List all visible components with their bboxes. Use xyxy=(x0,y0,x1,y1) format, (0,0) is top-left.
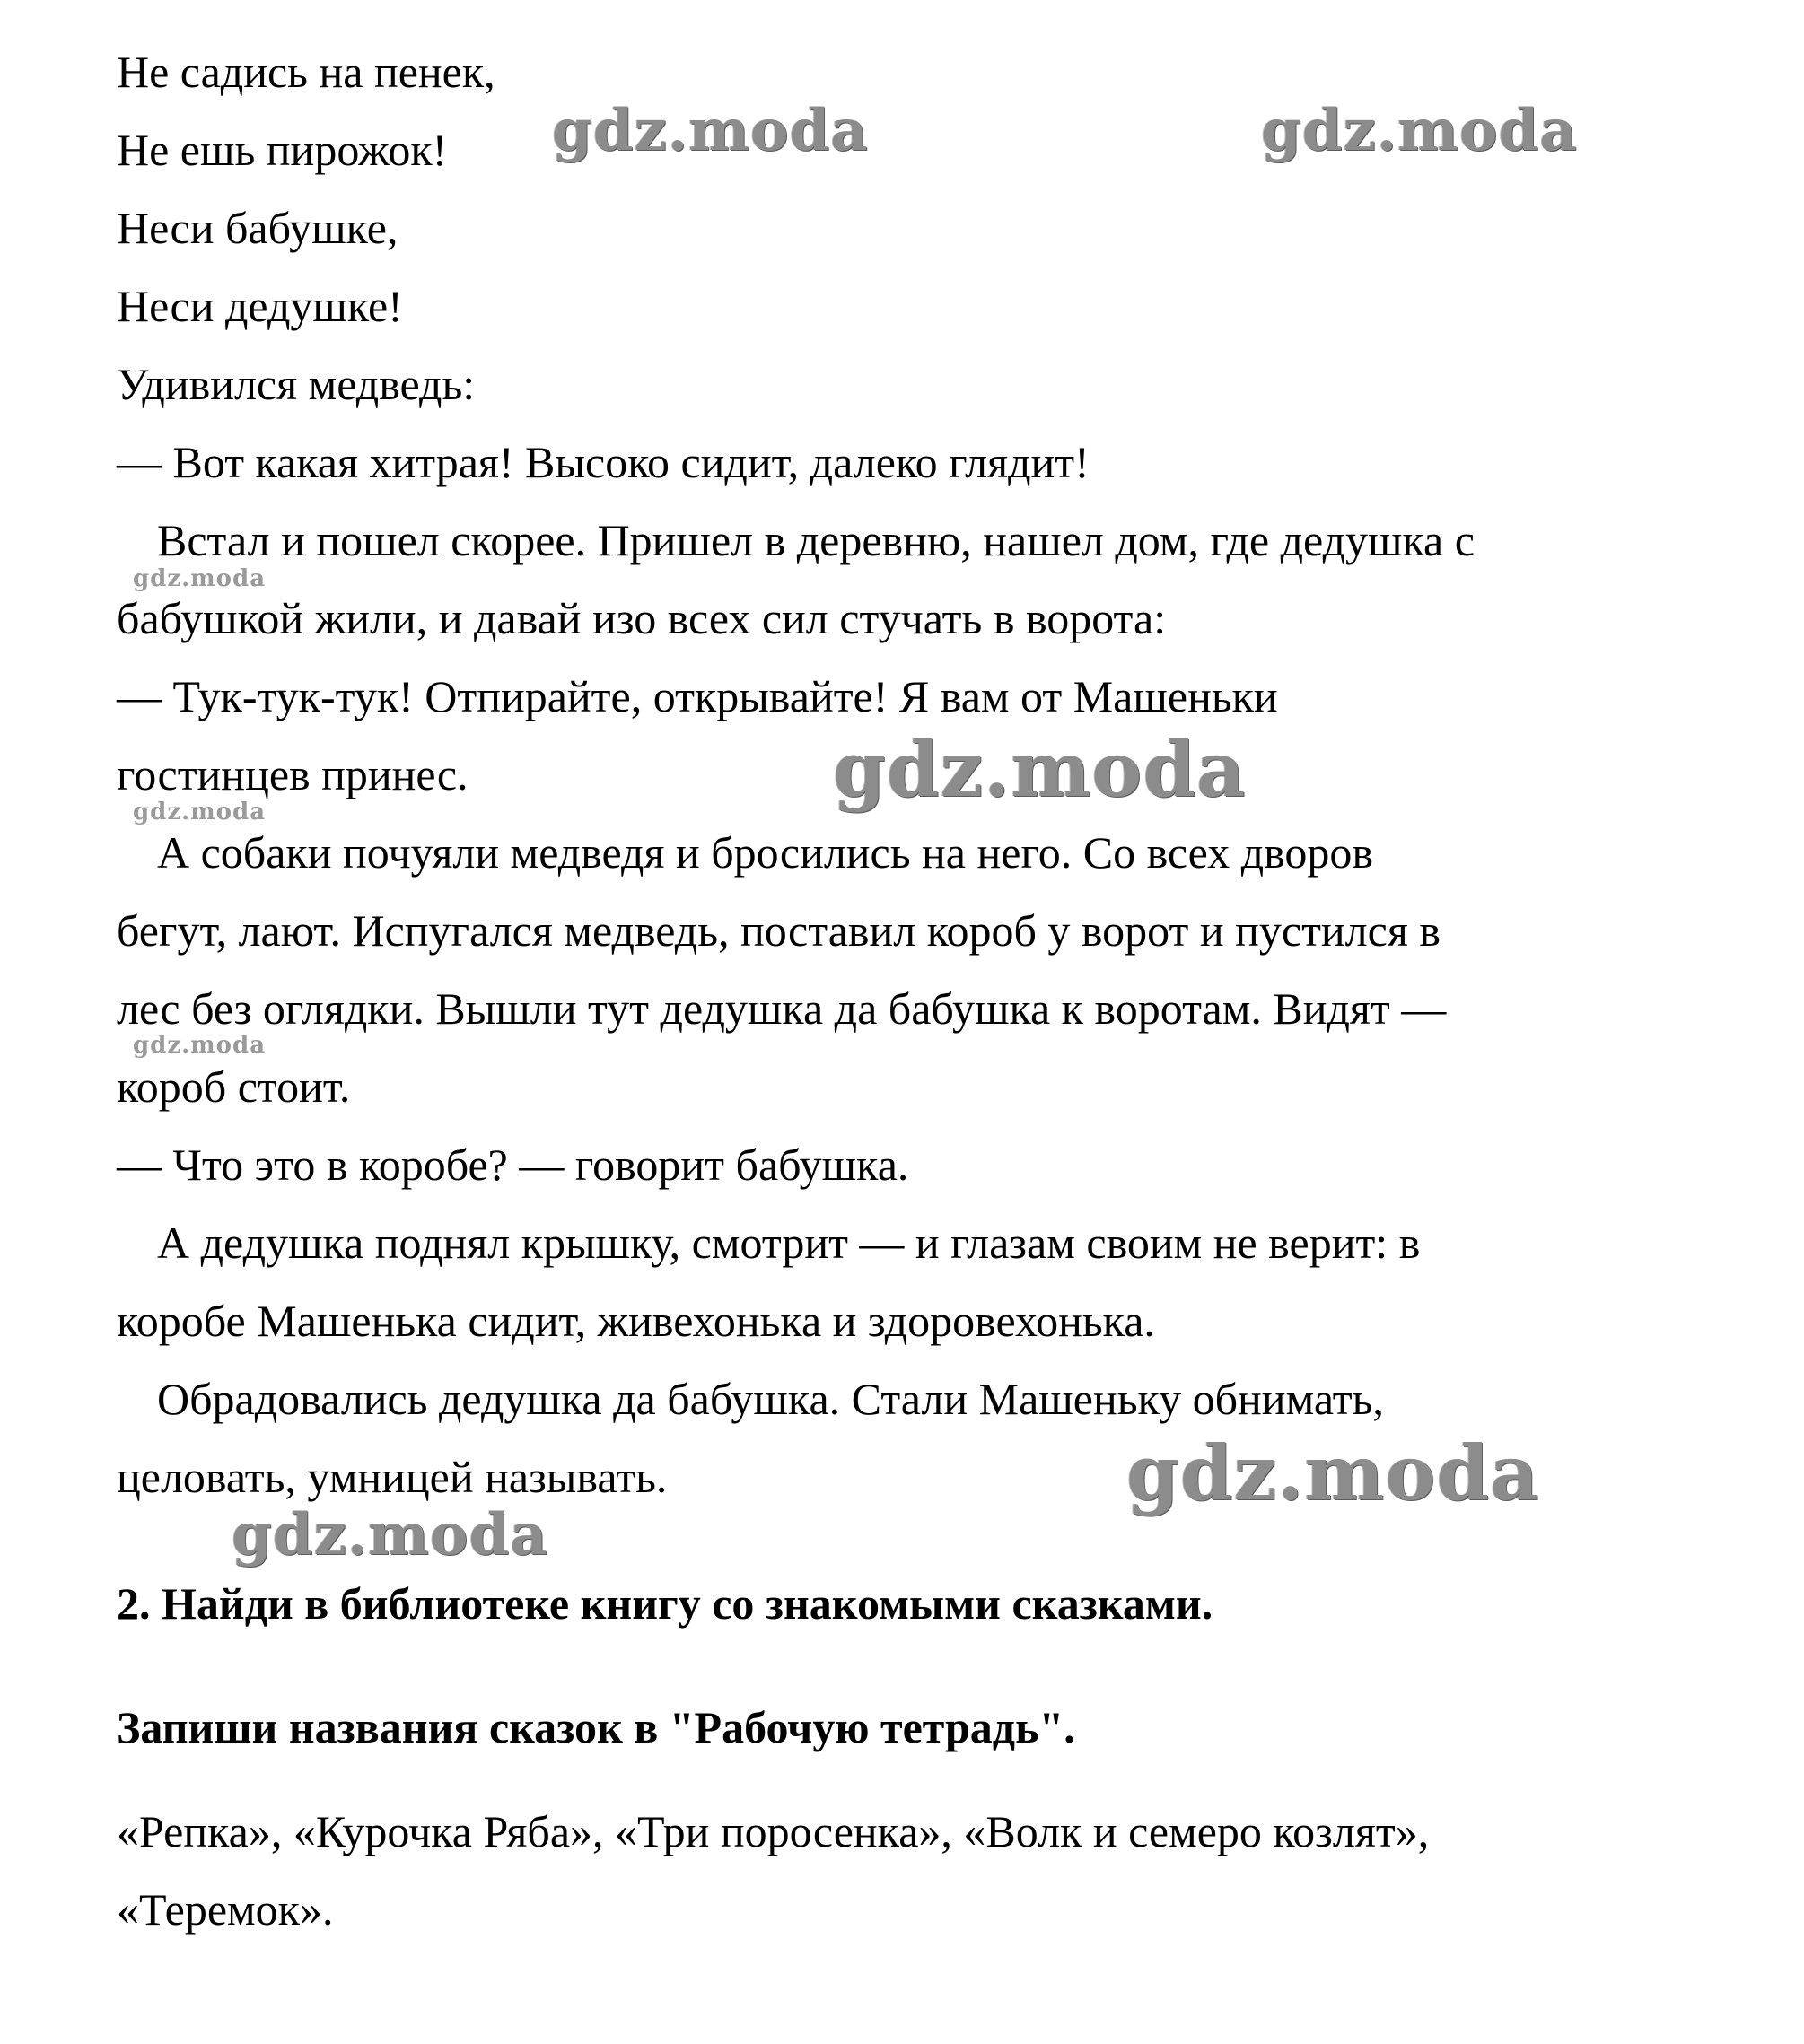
watermark: gdz.moda xyxy=(133,565,267,592)
story-line: Встал и пошел скорее. Пришел в деревню, нашел дом, где дедушка с xyxy=(157,515,1475,565)
story-line: Неси дедушке! xyxy=(117,281,403,331)
watermark: gdz.moda xyxy=(833,725,1247,814)
watermark: gdz.moda xyxy=(552,97,869,164)
watermark: gdz.moda xyxy=(133,1032,267,1059)
task-title: 2. Найди в библиотеке книгу со знакомыми сказками. xyxy=(117,1578,1213,1629)
story-line: бегут, лают. Испугался медведь, поставил короб у ворот и пустился в xyxy=(117,905,1441,956)
task-answer-line: «Репка», «Курочка Ряба», «Три поросенка», «Волк и семеро козлят», xyxy=(117,1806,1430,1856)
story-line: А дедушка поднял крышку, смотрит — и глазам своим не верит: в xyxy=(157,1218,1421,1268)
story-line: бабушкой жили, и давай изо всех сил стучать в ворота: xyxy=(117,593,1167,643)
watermark: gdz.moda xyxy=(232,1501,548,1568)
story-line: — Вот какая хитрая! Высоко сидит, далеко глядит! xyxy=(117,437,1090,487)
story-line: Обрадовались дедушка да бабушка. Стали Машеньку обнимать, xyxy=(157,1374,1384,1424)
task-answer-line: «Теремок». xyxy=(117,1884,334,1935)
watermark: gdz.moda xyxy=(1126,1428,1540,1517)
story-line: лес без оглядки. Вышли тут дедушка да бабушка к воротам. Видят — xyxy=(117,983,1447,1034)
watermark: gdz.moda xyxy=(133,799,267,825)
story-line: — Тук-тук-тук! Отпирайте, открывайте! Я вам от Машеньки xyxy=(117,671,1278,721)
story-line: Удивился медведь: xyxy=(117,359,476,409)
story-line: — Что это в коробе? — говорит бабушка. xyxy=(117,1140,909,1190)
story-line: Не садись на пенек, xyxy=(117,47,495,97)
story-line: Не ешь пирожок! xyxy=(117,125,448,175)
story-line: Неси бабушке, xyxy=(117,203,398,253)
story-line: А собаки почуяли медведя и бросились на него. Со всех дворов xyxy=(157,827,1374,878)
task-subtitle: Запиши названия сказок в "Рабочую тетрадь". xyxy=(117,1702,1075,1752)
story-line: гостинцев принес. xyxy=(117,749,469,799)
watermark: gdz.moda xyxy=(1261,97,1578,164)
story-line: целовать, умницей называть. xyxy=(117,1452,668,1502)
story-line: коробе Машенька сидит, живехонька и здоровехонька. xyxy=(117,1296,1155,1346)
story-line: короб стоит. xyxy=(117,1061,351,1112)
